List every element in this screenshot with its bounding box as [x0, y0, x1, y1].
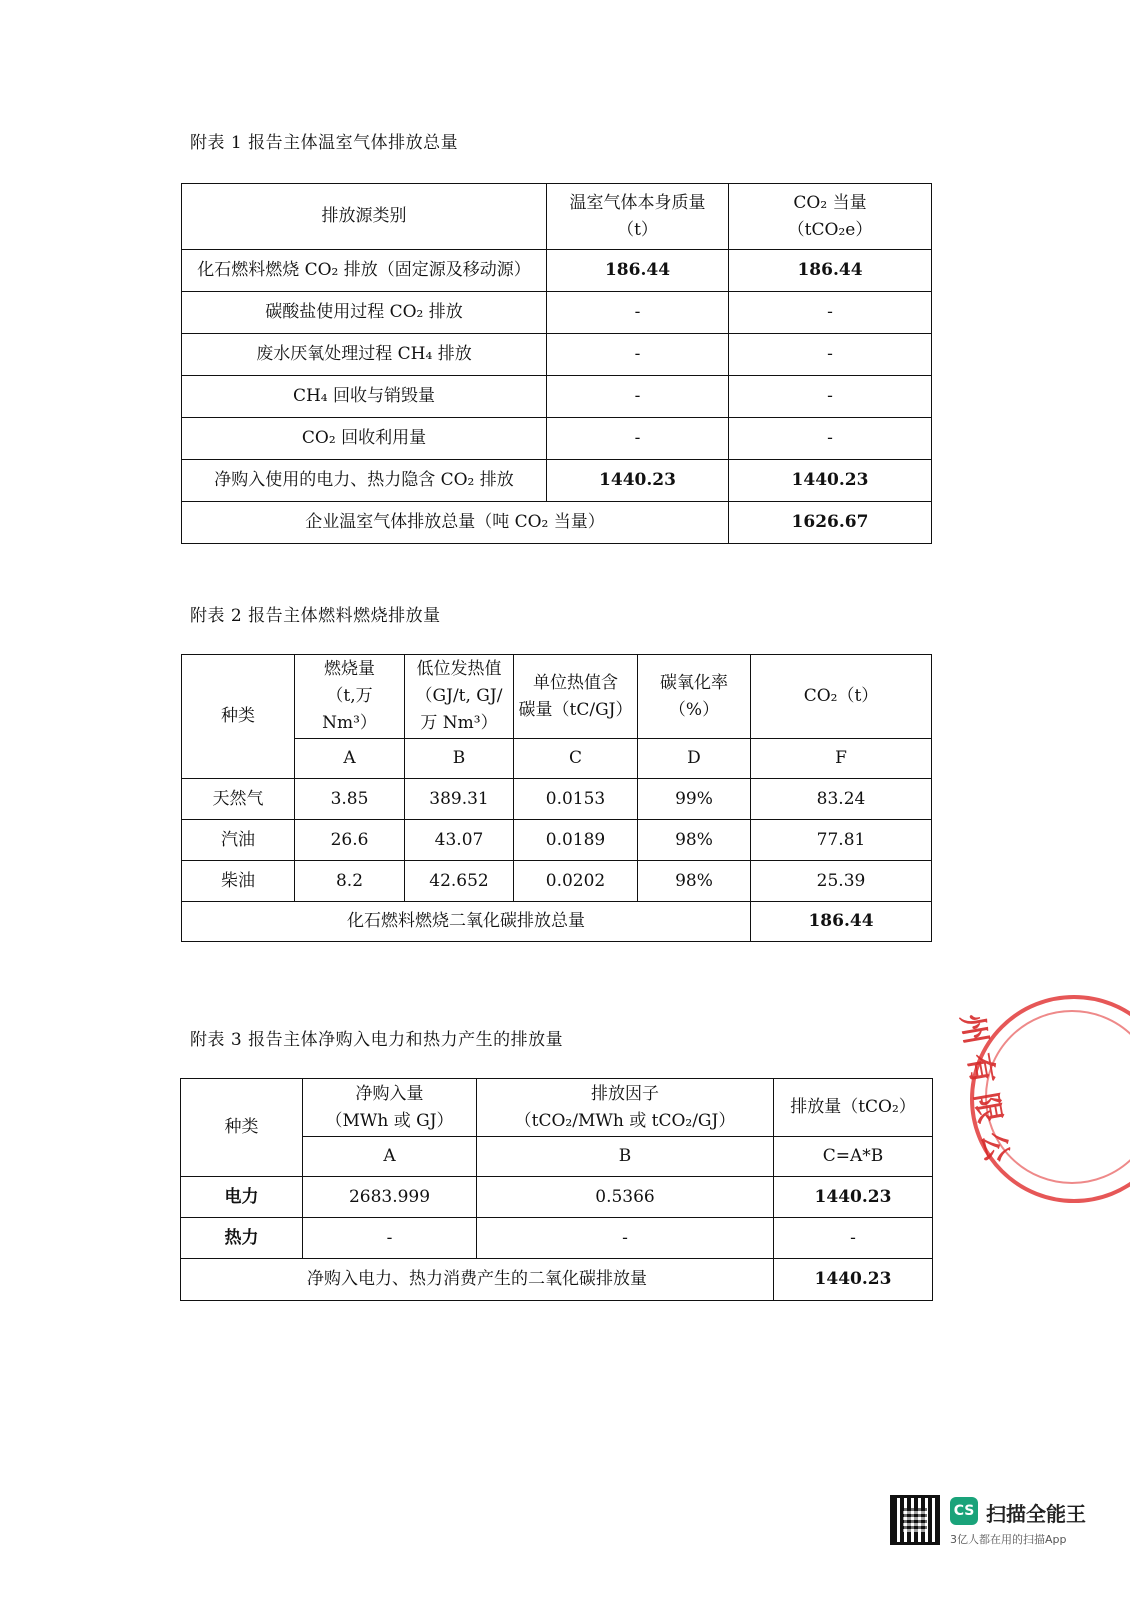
table3-header-factor: 排放因子 （tCO₂/MWh 或 tCO₂/GJ） [477, 1079, 774, 1137]
table3-row-c: 1440.23 [774, 1177, 933, 1218]
company-seal-text: 州有限公 [953, 1011, 1016, 1176]
table2-row-a: 3.85 [295, 779, 405, 820]
table3-row-a: - [303, 1218, 477, 1259]
table2-col-d: D [638, 739, 751, 779]
table2-header-kind: 种类 [182, 655, 295, 779]
table3-row-c: - [774, 1218, 933, 1259]
table1-row-label: 废水厌氧处理过程 CH₄ 排放 [182, 334, 547, 376]
table3-row-kind: 电力 [181, 1177, 303, 1218]
scanner-app-slogan: 3亿人都在用的扫描App [950, 1533, 1067, 1546]
table2-row-b: 43.07 [405, 820, 514, 861]
qr-code-icon [890, 1495, 940, 1545]
table2-caption: 附表 2 报告主体燃料燃烧排放量 [190, 606, 441, 626]
table1-caption: 附表 1 报告主体温室气体排放总量 [190, 133, 459, 153]
table3-col-b: B [477, 1137, 774, 1177]
table2-row-c: 0.0202 [514, 861, 638, 902]
table3-header-kind: 种类 [181, 1079, 303, 1177]
table1 [181, 183, 932, 544]
table1-row-label: 碳酸盐使用过程 CO₂ 排放 [182, 292, 547, 334]
table1-row-co2e: - [729, 376, 932, 418]
table3-col-a: A [303, 1137, 477, 1177]
table2-row-b: 389.31 [405, 779, 514, 820]
table2-row-kind: 天然气 [182, 779, 295, 820]
table3-row-b: - [477, 1218, 774, 1259]
table2-row-f: 25.39 [751, 861, 932, 902]
table2-row-d: 98% [638, 820, 751, 861]
table2-row-d: 99% [638, 779, 751, 820]
table1-row-co2e: - [729, 292, 932, 334]
table2-col-c: C [514, 739, 638, 779]
table2-row-c: 0.0153 [514, 779, 638, 820]
table1-row-mass: - [547, 418, 729, 460]
table1-row-label: CO₂ 回收利用量 [182, 418, 547, 460]
table1-total-label: 企业温室气体排放总量（吨 CO₂ 当量） [182, 502, 729, 544]
table3-total-value: 1440.23 [774, 1259, 933, 1301]
table1-header-co2e: CO₂ 当量 （tCO₂e） [729, 184, 932, 250]
table2-row-c: 0.0189 [514, 820, 638, 861]
table1-row-label: 净购入使用的电力、热力隐含 CO₂ 排放 [182, 460, 547, 502]
table3-col-c: C=A*B [774, 1137, 933, 1177]
table1-row-label: CH₄ 回收与销毁量 [182, 376, 547, 418]
table1-row-mass: - [547, 292, 729, 334]
table1-row-co2e: 1440.23 [729, 460, 932, 502]
table2-total-value: 186.44 [751, 902, 932, 942]
table3-row-kind: 热力 [181, 1218, 303, 1259]
table1-row-co2e: - [729, 418, 932, 460]
table1-header-mass: 温室气体本身质量 （t） [547, 184, 729, 250]
table2-row-kind: 汽油 [182, 820, 295, 861]
table1-row-mass: 186.44 [547, 250, 729, 292]
table2-total-label: 化石燃料燃烧二氧化碳排放总量 [182, 902, 751, 942]
table2-row-d: 98% [638, 861, 751, 902]
camscanner-logo-icon: CS [950, 1497, 978, 1525]
table2-row-f: 77.81 [751, 820, 932, 861]
table2-row-kind: 柴油 [182, 861, 295, 902]
table1-total-value: 1626.67 [729, 502, 932, 544]
table2-row-f: 83.24 [751, 779, 932, 820]
table3-header-emission: 排放量（tCO₂） [774, 1079, 933, 1137]
table2-header-oxidation: 碳氧化率 （%） [638, 655, 751, 739]
table2-row-a: 8.2 [295, 861, 405, 902]
table3-row-b: 0.5366 [477, 1177, 774, 1218]
table1-header-source: 排放源类别 [182, 184, 547, 250]
table1-row-mass: - [547, 334, 729, 376]
scanner-app-name: 扫描全能王 [986, 1502, 1086, 1526]
table2-col-f: F [751, 739, 932, 779]
table2-header-amount: 燃烧量 （t,万 Nm³） [295, 655, 405, 739]
table1-row-co2e: 186.44 [729, 250, 932, 292]
table1-row-co2e: - [729, 334, 932, 376]
table1-row-mass: 1440.23 [547, 460, 729, 502]
table2-header-ncv: 低位发热值 （GJ/t, GJ/ 万 Nm³） [405, 655, 514, 739]
table2 [181, 654, 932, 942]
table2-header-co2: CO₂（t） [751, 655, 932, 739]
table1-row-mass: - [547, 376, 729, 418]
table2-col-a: A [295, 739, 405, 779]
table2-col-b: B [405, 739, 514, 779]
table3 [180, 1078, 933, 1301]
table3-header-net: 净购入量 （MWh 或 GJ） [303, 1079, 477, 1137]
table3-caption: 附表 3 报告主体净购入电力和热力产生的排放量 [190, 1030, 564, 1050]
table2-row-a: 26.6 [295, 820, 405, 861]
table1-row-label: 化石燃料燃烧 CO₂ 排放（固定源及移动源） [182, 250, 547, 292]
table2-row-b: 42.652 [405, 861, 514, 902]
table2-header-carbon-content: 单位热值含 碳量（tC/GJ） [514, 655, 638, 739]
table3-total-label: 净购入电力、热力消费产生的二氧化碳排放量 [181, 1259, 774, 1301]
table3-row-a: 2683.999 [303, 1177, 477, 1218]
